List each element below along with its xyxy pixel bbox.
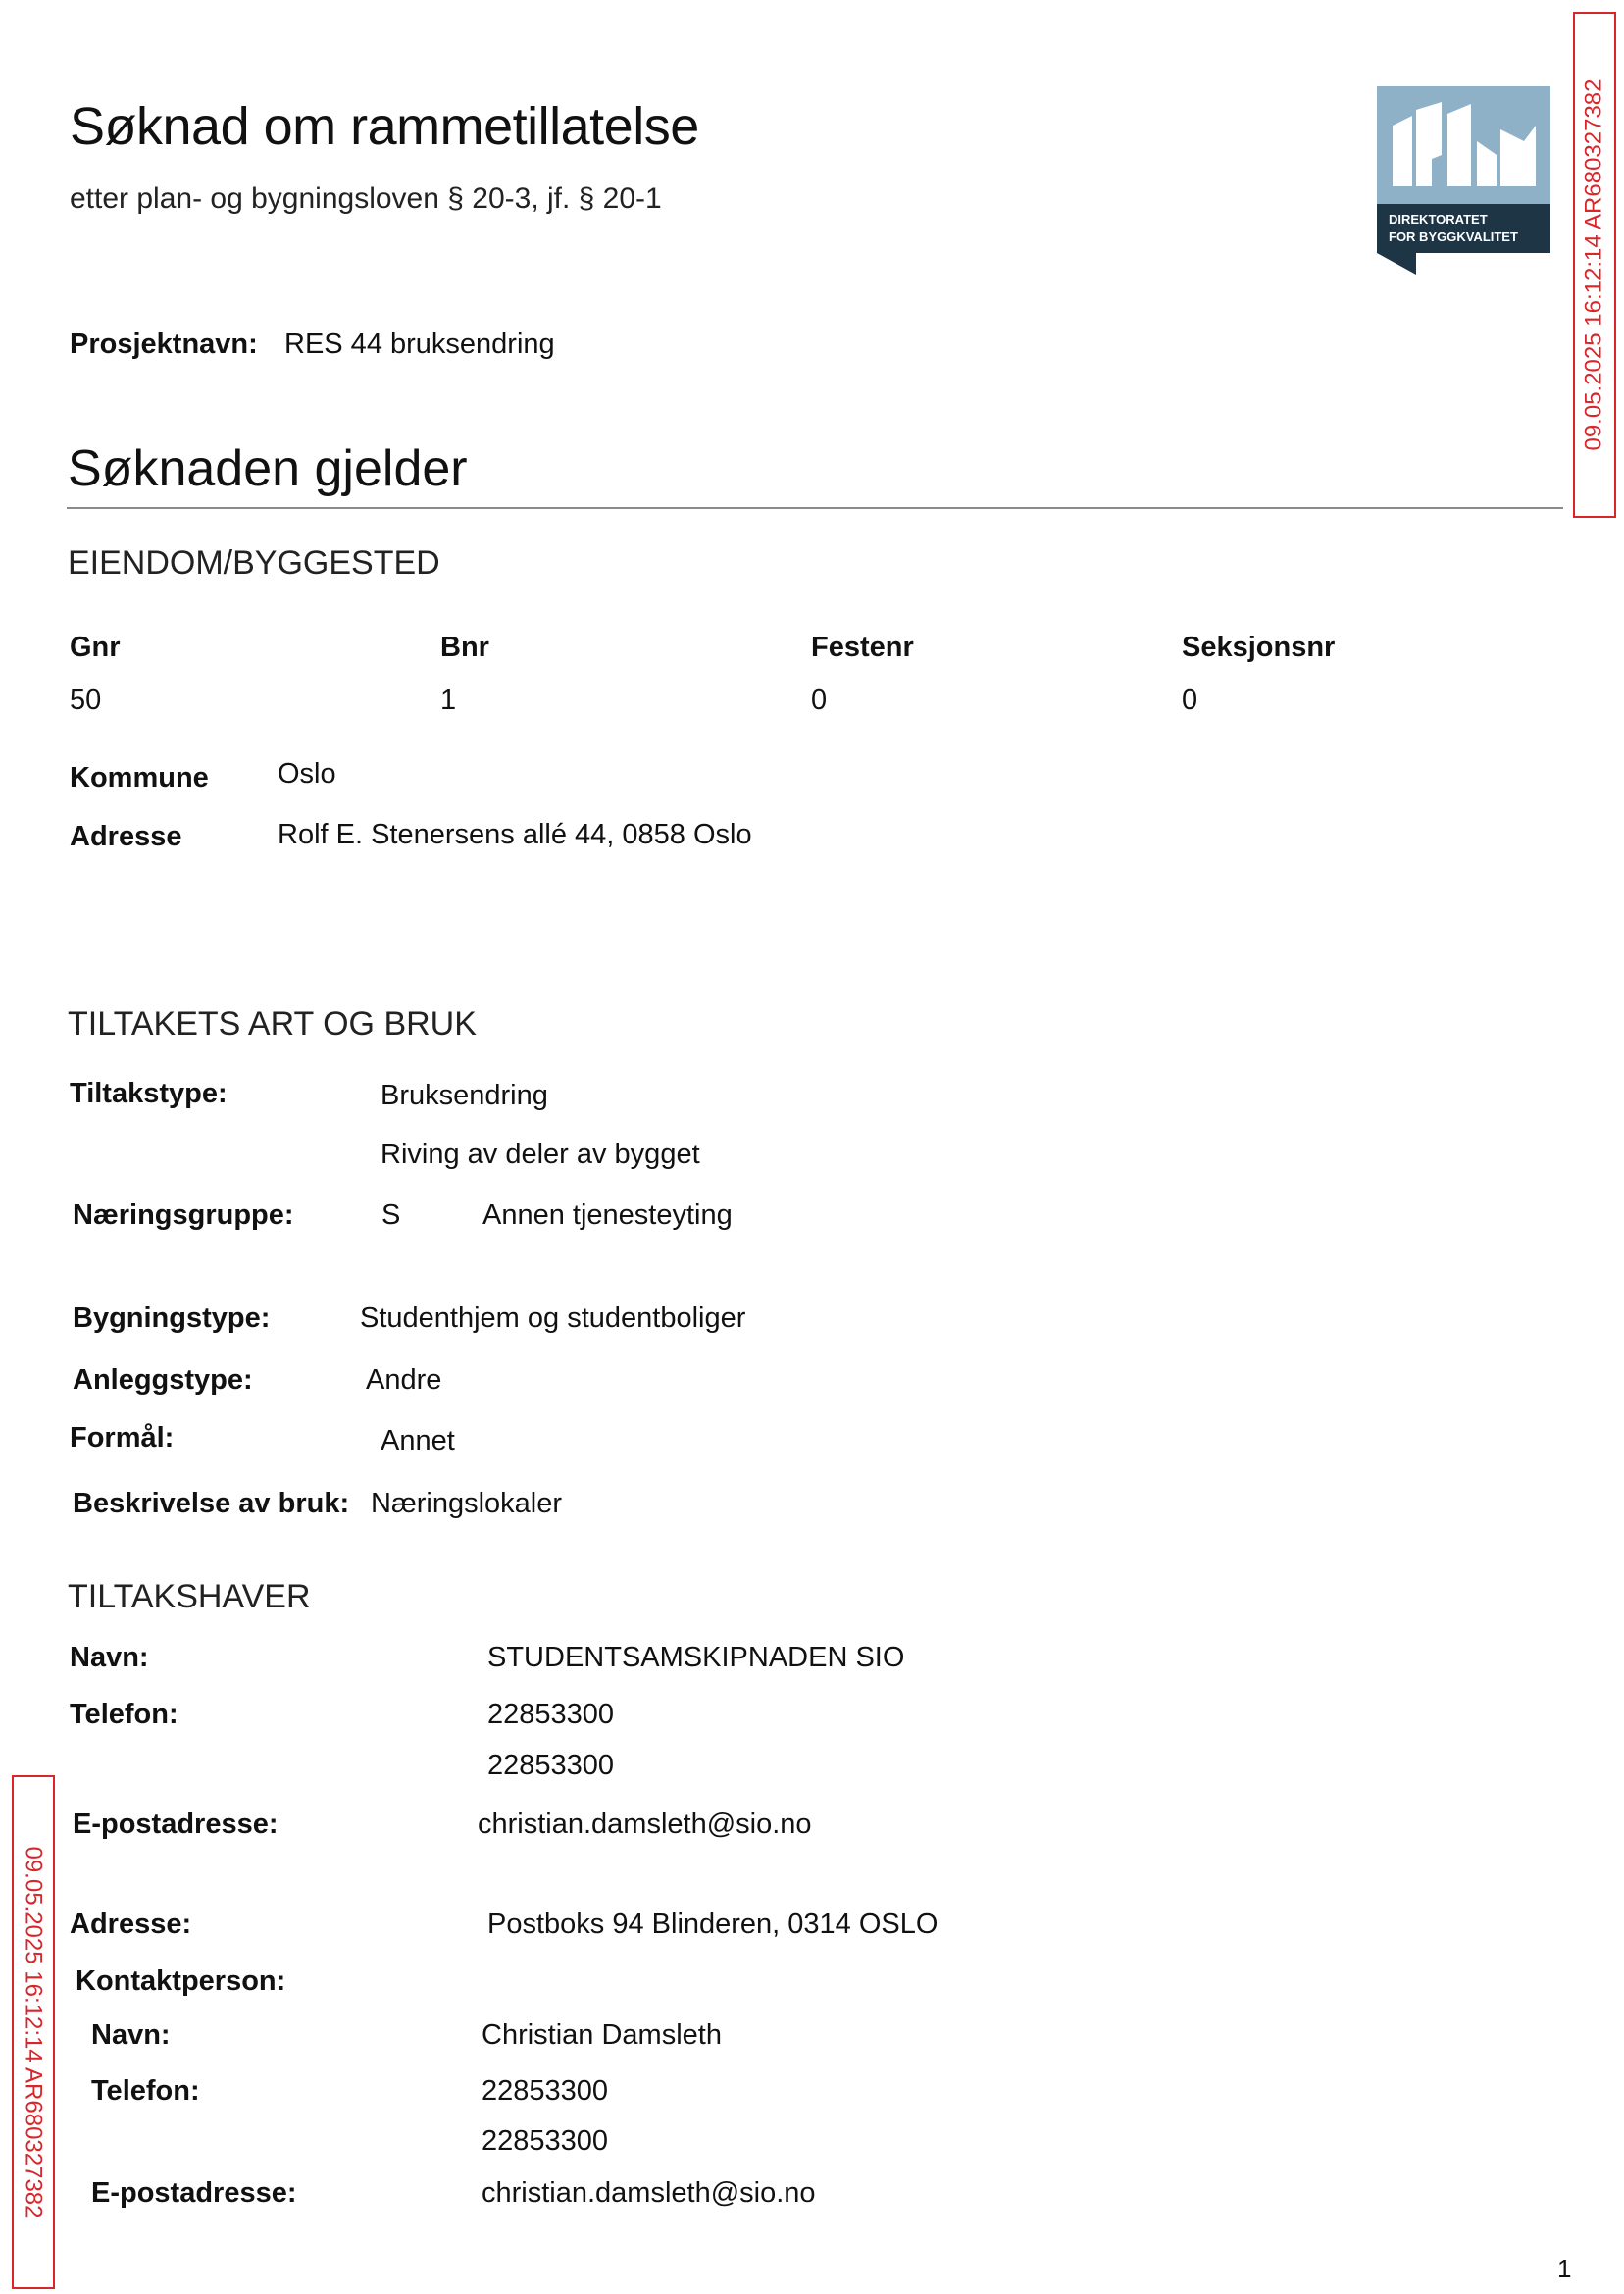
tiltakshaver-telefon-value-1: 22853300 (487, 1699, 615, 1730)
kontakt-navn-value: Christian Damsleth (482, 2019, 722, 2051)
stamp-left-text: 09.05.2025 16:12:14 AR680327382 (21, 1846, 47, 2218)
tiltakshaver-heading: TILTAKSHAVER (68, 1578, 311, 1615)
timestamp-stamp-right (1573, 12, 1616, 518)
tiltakstype-label: Tiltakstype: (70, 1078, 228, 1109)
tiltakstype-value-2: Riving av deler av bygget (381, 1139, 700, 1170)
kontakt-telefon-label: Telefon: (91, 2075, 200, 2107)
dibk-logo (1377, 86, 1550, 275)
beskrivelse-value: Næringslokaler (371, 1488, 563, 1519)
tiltakshaver-telefon-label: Telefon: (70, 1699, 178, 1730)
formal-label: Formål: (70, 1422, 175, 1453)
seksjonsnr-value: 0 (1182, 685, 1198, 716)
section-divider (67, 507, 1563, 509)
bygningstype-label: Bygningstype: (73, 1302, 271, 1334)
kontakt-epost-label: E-postadresse: (91, 2177, 297, 2209)
tiltakshaver-epost-label: E-postadresse: (73, 1809, 279, 1840)
anleggstype-value: Andre (366, 1364, 442, 1396)
kommune-value: Oslo (278, 758, 336, 790)
page-number: 1 (1557, 2254, 1572, 2283)
festenr-label: Festenr (811, 632, 914, 663)
kontaktperson-label: Kontaktperson: (76, 1965, 286, 1997)
tiltakshaver-adresse-value: Postboks 94 Blinderen, 0314 OSLO (487, 1909, 939, 1940)
bnr-label: Bnr (440, 632, 489, 663)
bnr-value: 1 (440, 685, 457, 716)
logo-text-line2: FOR BYGGKVALITET (1389, 229, 1518, 244)
project-name-value: RES 44 bruksendring (284, 329, 555, 360)
adresse-label: Adresse (70, 821, 182, 852)
tiltakstype-value-1: Bruksendring (381, 1080, 548, 1111)
timestamp-stamp-left (12, 1775, 55, 2289)
tiltakshaver-navn-value: STUDENTSAMSKIPNADEN SIO (487, 1642, 905, 1673)
document-subtitle: etter plan- og bygningsloven § 20-3, jf. § 20-1 (70, 182, 662, 215)
tiltakshaver-navn-label: Navn: (70, 1642, 149, 1673)
document-title: Søknad om rammetillatelse (70, 97, 699, 156)
festenr-value: 0 (811, 685, 828, 716)
dibk-logo-icon (1377, 86, 1550, 275)
tiltakshaver-epost-value: christian.damsleth@sio.no (478, 1809, 812, 1840)
tiltakshaver-adresse-label: Adresse: (70, 1909, 192, 1940)
adresse-value: Rolf E. Stenersens allé 44, 0858 Oslo (278, 819, 752, 850)
stamp-right-text: 09.05.2025 16:12:14 AR680327382 (1581, 78, 1607, 451)
gnr-value: 50 (70, 685, 102, 716)
section-title: Søknaden gjelder (68, 440, 468, 497)
logo-text-line1: DIREKTORATET (1389, 212, 1488, 227)
tiltak-heading: TILTAKETS ART OG BRUK (68, 1005, 477, 1043)
naeringsgruppe-code: S (381, 1199, 401, 1231)
kontakt-telefon-value-1: 22853300 (482, 2075, 609, 2107)
kontakt-telefon-value-2: 22853300 (482, 2125, 609, 2157)
anleggstype-label: Anleggstype: (73, 1364, 253, 1396)
gnr-label: Gnr (70, 632, 121, 663)
project-name-label: Prosjektnavn: (70, 329, 258, 360)
kontakt-epost-value: christian.damsleth@sio.no (482, 2177, 816, 2209)
kontakt-navn-label: Navn: (91, 2019, 171, 2051)
beskrivelse-label: Beskrivelse av bruk: (73, 1488, 350, 1519)
naeringsgruppe-value: Annen tjenesteyting (482, 1199, 733, 1231)
property-heading: EIENDOM/BYGGESTED (68, 544, 440, 582)
naeringsgruppe-label: Næringsgruppe: (73, 1199, 294, 1231)
bygningstype-value: Studenthjem og studentboliger (360, 1302, 746, 1334)
seksjonsnr-label: Seksjonsnr (1182, 632, 1336, 663)
tiltakshaver-telefon-value-2: 22853300 (487, 1750, 615, 1781)
kommune-label: Kommune (70, 762, 209, 793)
formal-value: Annet (381, 1425, 455, 1456)
